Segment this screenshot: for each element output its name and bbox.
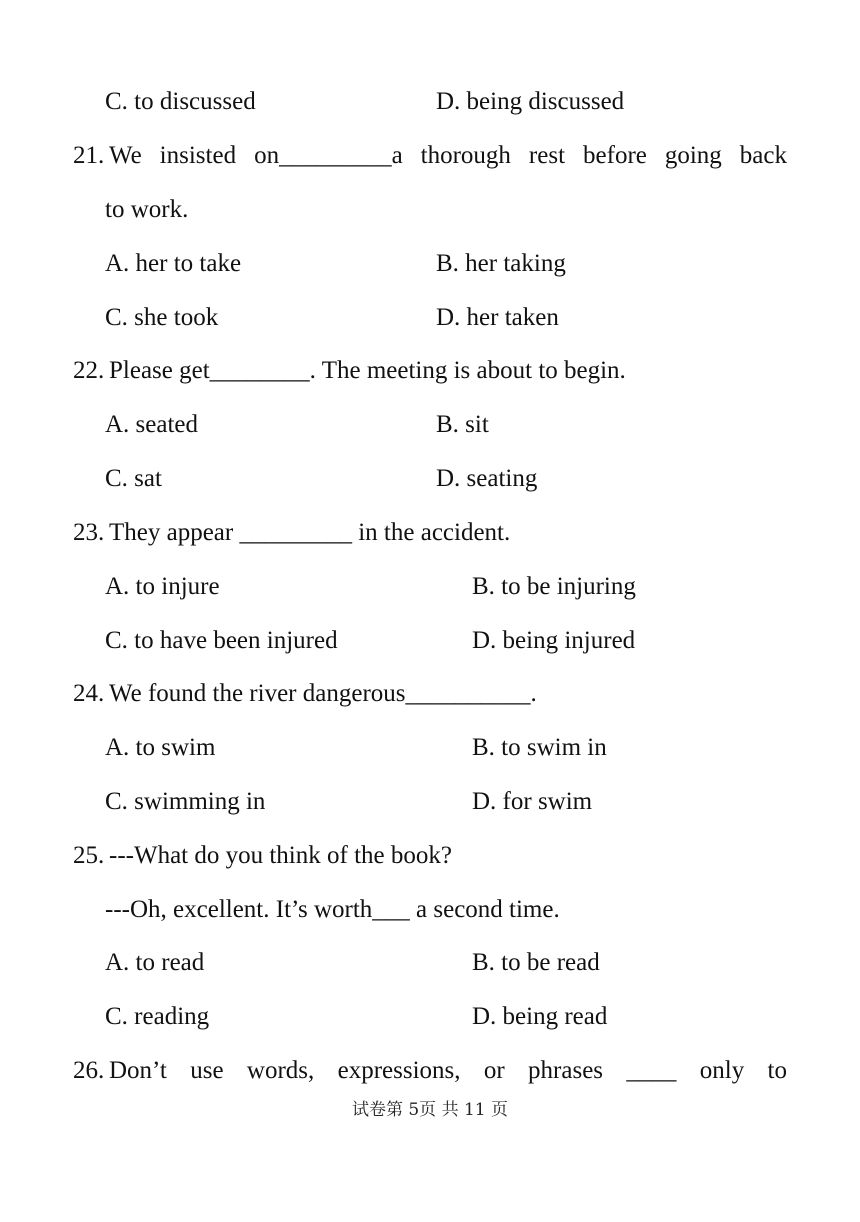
q24-number: 24. — [73, 680, 105, 707]
q24-option-c: C. swimming in — [105, 788, 266, 815]
q24-stem-text: We found the river dangerous__________. — [109, 680, 537, 707]
q25-option-d: D. being read — [472, 1003, 608, 1030]
q23-option-c: C. to have been injured — [105, 627, 338, 654]
q21-stem-continuation: to work. — [105, 196, 189, 223]
q25-option-c: C. reading — [105, 1003, 210, 1030]
q20-option-d: D. being discussed — [436, 88, 625, 115]
q21-option-d: D. her taken — [436, 304, 559, 331]
q21-option-b: B. her taking — [436, 250, 566, 277]
q25-dialogue-answer: ---Oh, excellent. It’s worth___ a second time. — [105, 896, 560, 923]
q23-option-d: D. being injured — [472, 627, 636, 654]
q22-stem-text: Please get________. The meeting is about to begin. — [109, 357, 626, 384]
q26-stem-text: Don’t use words, expressions, or phrases ____ only to — [109, 1057, 787, 1084]
q24-option-a: A. to swim — [105, 734, 216, 761]
q24-option-d: D. for swim — [472, 788, 593, 815]
q25-option-b: B. to be read — [472, 949, 600, 976]
q26-number: 26. — [73, 1057, 105, 1084]
q21-option-c: C. she took — [105, 304, 219, 331]
q22-option-c: C. sat — [105, 465, 162, 492]
q21-stem-text: We insisted on_________a thorough rest before going back — [109, 142, 787, 169]
q25-dialogue-question: ---What do you think of the book? — [109, 842, 452, 869]
q22-option-b: B. sit — [436, 411, 489, 438]
q23-option-a: A. to injure — [105, 573, 220, 600]
page-footer: 试卷第 5页 共 11 页 — [351, 1100, 509, 1120]
q21-option-a: A. her to take — [105, 250, 242, 277]
q25-option-a: A. to read — [105, 949, 205, 976]
q23-option-b: B. to be injuring — [472, 573, 636, 600]
q21-number: 21. — [73, 142, 105, 169]
q25-number: 25. — [73, 842, 105, 869]
q23-stem-text: They appear _________ in the accident. — [109, 519, 511, 546]
q23-number: 23. — [73, 519, 105, 546]
q22-number: 22. — [73, 357, 105, 384]
q20-option-c: C. to discussed — [105, 88, 256, 115]
q22-option-a: A. seated — [105, 411, 199, 438]
q24-option-b: B. to swim in — [472, 734, 607, 761]
q22-option-d: D. seating — [436, 465, 538, 492]
